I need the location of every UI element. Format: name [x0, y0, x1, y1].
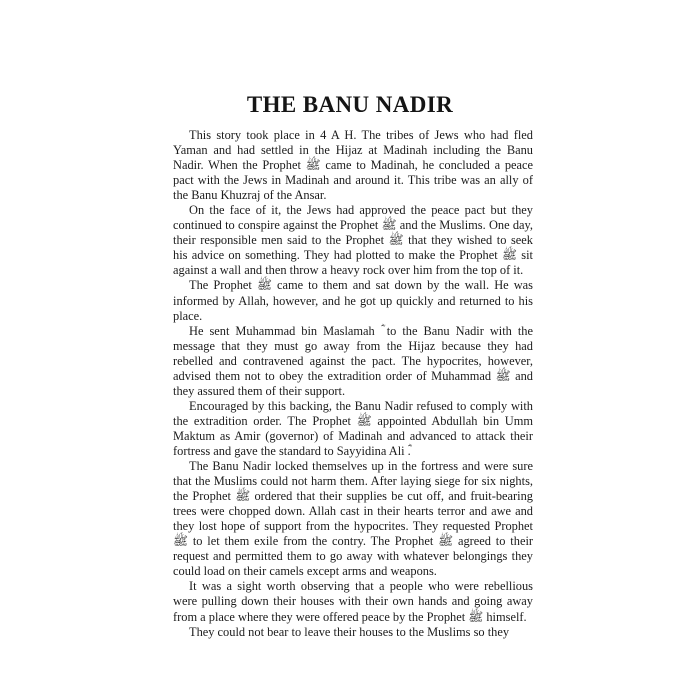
page-title: THE BANU NADIR	[246, 92, 454, 117]
paragraph: The Banu Nadir locked themselves up in the fortress and were sure that the Muslims could not harm them. After laying siege for six nights, the Prophet ﷺ ordered that their supplies be cut off, and fruit-bearing trees were chopped down. Allah cast in their hearts terror and awe and they lost hope of support from the hypocrites. They requested Prophet ﷺ to let them exile from the contry. The Prophet ﷺ agreed to their request and permitted them to go away with whatever belongings they could load on their camels except arms and weapons.	[173, 459, 534, 579]
paragraph: This story took place in 4 A H. The tribes of Jews who had fled Yaman and had settled in the Hijaz at Madinah including the Banu Nadir. When the Prophet ﷺ came to Madinah, he concluded a peace pact with the Jews in Madinah and around it. This tribe was an ally of the Banu Khuzraj of the Ansar.	[173, 128, 534, 203]
paragraph: On the face of it, the Jews had approved the peace pact but they continued to conspire against the Prophet ﷺ and the Muslims. One day, their responsible men said to the Prophet ﷺ that they wished to seek his advice on something. They had plotted to make the Prophet ﷺ sit against a wall and then throw a heavy rock over him from the top of it.	[173, 203, 534, 278]
paragraph: Encouraged by this backing, the Banu Nadir refused to comply with the extradition order. The Prophet ﷺ appointed Abdullah bin Umm Maktum as Amir (governor) of Madinah and advanced to attack their fortress and gave the standard to Sayyidina Ali ؓ.	[173, 398, 533, 458]
paragraph: He sent Muhammad bin Maslamah ؓ to the Banu Nadir with the message that they must go away from the Hijaz because they had rebelled and contravened against the pact. The hypocrites, however, advised them not to obey the extradition order of Muhammad ﷺ and they assured them of their support.	[173, 323, 533, 398]
paragraph: It was a sight worth observing that a people who were rebellious were pulling down their houses with their own hands and going away from a place where they were offered peace by the Prophet ﷺ himself.	[173, 579, 533, 624]
paragraph: The Prophet ﷺ came to them and sat down by the wall. He was informed by Allah, however, and he got up quickly and returned to his place.	[173, 278, 533, 323]
paragraph: They could not bear to leave their houses to the Muslims so they	[189, 624, 510, 639]
body-text	[173, 128, 533, 640]
